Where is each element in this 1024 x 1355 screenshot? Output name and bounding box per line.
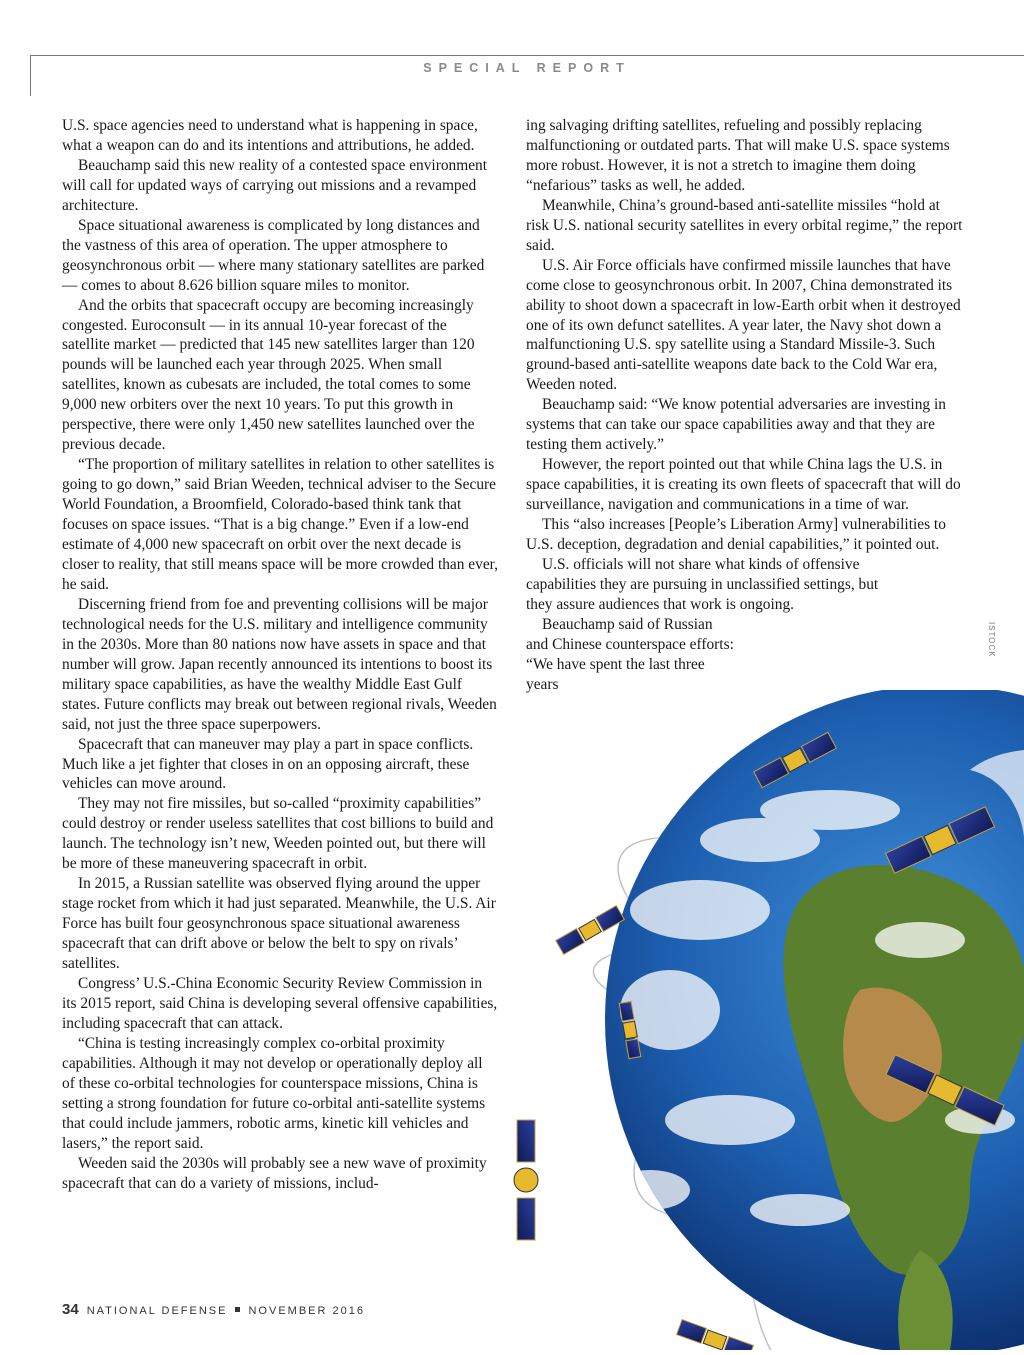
paragraph: Spacecraft that can maneuver may play a part in space conflicts. Much like a jet fighter that closes in on an opposing aircraft, these vehicles can move around. [62, 735, 474, 793]
right-column [526, 116, 966, 695]
photo-credit: ISTOCK [987, 622, 996, 658]
section-label: SPECIAL REPORT [423, 61, 631, 75]
left-column [62, 116, 498, 1193]
satellite-icon [514, 1120, 538, 1240]
paragraph: They may not fire missiles, but so-called “proximity capabilities” could destroy or render useless satellites that cost billions to build and launch. The technology isn’t new, Weeden pointed out, but there will be more of these maneuvering spacecraft in orbit. [62, 795, 494, 873]
page-number: 34 [62, 1301, 79, 1318]
paragraph: Weeden said the 2030s will probably see a new wave of proximity spacecraft that can do a variety of missions, includ- [62, 1154, 487, 1192]
paragraph: Beauchamp said: “We know potential adversaries are investing in systems that can take our space capabilities away and that they are testing them actively.” [526, 396, 946, 454]
paragraph: Beauchamp said this new reality of a contested space environment will call for updated ways of carrying out missions and a revamped architecture. [62, 156, 487, 214]
issue-date: NOVEMBER 2016 [248, 1305, 365, 1317]
paragraph: U.S. officials will not share what kinds of offensive capabilities they are pursuing in unclassified settings, but they assure audiences that work is ongoing. [526, 555, 879, 613]
paragraph: Beauchamp said of Russian and Chinese counterspace efforts: “We have spent the last three years [526, 615, 734, 693]
page-footer [62, 1301, 365, 1318]
satellite-icon [677, 1319, 754, 1350]
publication-name: NATIONAL DEFENSE [86, 1305, 228, 1317]
paragraph: Meanwhile, China’s ground-based anti-satellite missiles “hold at risk U.S. national security satellites in every orbital regime,” the report said. [526, 196, 963, 254]
paragraph: U.S. space agencies need to understand what is happening in space, what a weapon can do and its intentions and attributions, he added. [62, 117, 478, 154]
globe-satellites-illustration [500, 690, 1024, 1350]
paragraph: However, the report pointed out that while China lags the U.S. in space capabilities, it is creating its own fleets of spacecraft that will do surveillance, navigation and communications in a time of war. [526, 456, 961, 514]
paragraph: In 2015, a Russian satellite was observed flying around the upper stage rocket from which it had just separated. Meanwhile, the U.S. Air Force has built four geosynchronous space situational awareness spacecraft that can drift above or below the belt to spy on rivals’ satellites. [62, 875, 496, 973]
paragraph: Discerning friend from foe and preventing collisions will be major technological needs for the U.S. military and intelligence community in the 2030s. More than 80 nations now have assets in space and that number will grow. Japan recently announced its intentions to boost its military space capabilities, as have the wealthy Middle East Gulf states. Future conflicts may break out between regional rivals, Weeden said, not just the three space superpowers. [62, 595, 497, 733]
paragraph: And the orbits that spacecraft occupy are becoming increasingly congested. Euroconsult — in its annual 10-year forecast of the satellite market — predicted that 145 new satellites larger than 120 pounds will be launched each year through 2025. When small satellites, known as cubesats are included, the total comes to some 9,000 new orbiters over the next 10 years. To put this growth in perspective, there were only 1,450 new satellites launched over the previous decade. [62, 296, 475, 454]
separator-square [235, 1307, 240, 1312]
paragraph: “China is testing increasingly complex co-orbital proximity capabilities. Although it may not develop or operationally deploy all of these co-orbital technologies for counterspace missions, China is setting a strong foundation for future co-orbital anti-satellite systems that could include jammers, robotic arms, kinetic kill vehicles and lasers,” the report said. [62, 1034, 486, 1152]
paragraph: U.S. Air Force officials have confirmed missile launches that have come close to geosynchronous orbit. In 2007, China demonstrated its ability to shoot down a spacecraft in low-Earth orbit when it destroyed one of its own defunct satellites. A year later, the Navy shot down a malfunctioning U.S. spy satellite using a Standard Missile-3. Such ground-based anti-satellite weapons date back to the Cold War era, Weeden noted. [526, 256, 961, 394]
paragraph: ing salvaging drifting satellites, refueling and possibly replacing malfunctioning or outdated parts. That will make U.S. space systems more robust. However, it is not a stretch to imagine them doing “nefarious” tasks as well, he added. [526, 117, 950, 194]
paragraph: “The proportion of military satellites in relation to other satellites is going to go down,” said Brian Weeden, technical adviser to the Secure World Foundation, a Broomfield, Colorado-based think tank that focuses on space issues. “That is a big change.” Even if a low-end estimate of 4,000 new spacecraft on orbit over the next decade is closer to reality, that still means space will be more crowded than ever, he said. [62, 456, 499, 593]
paragraph: Congress’ U.S.-China Economic Security Review Commission in its 2015 report, said China is developing several offensive capabilities, including spacecraft that can attack. [62, 974, 498, 1032]
paragraph: This “also increases [People’s Liberation Army] vulnerabilities to U.S. deception, degradation and denial capabilities,” it pointed out. [526, 516, 946, 554]
paragraph: Space situational awareness is complicated by long distances and the vastness of this area of operation. The upper atmosphere to geosynchronous orbit — where many stationary satellites are parked — comes to about 8.626 billion square miles to monitor. [62, 216, 485, 294]
